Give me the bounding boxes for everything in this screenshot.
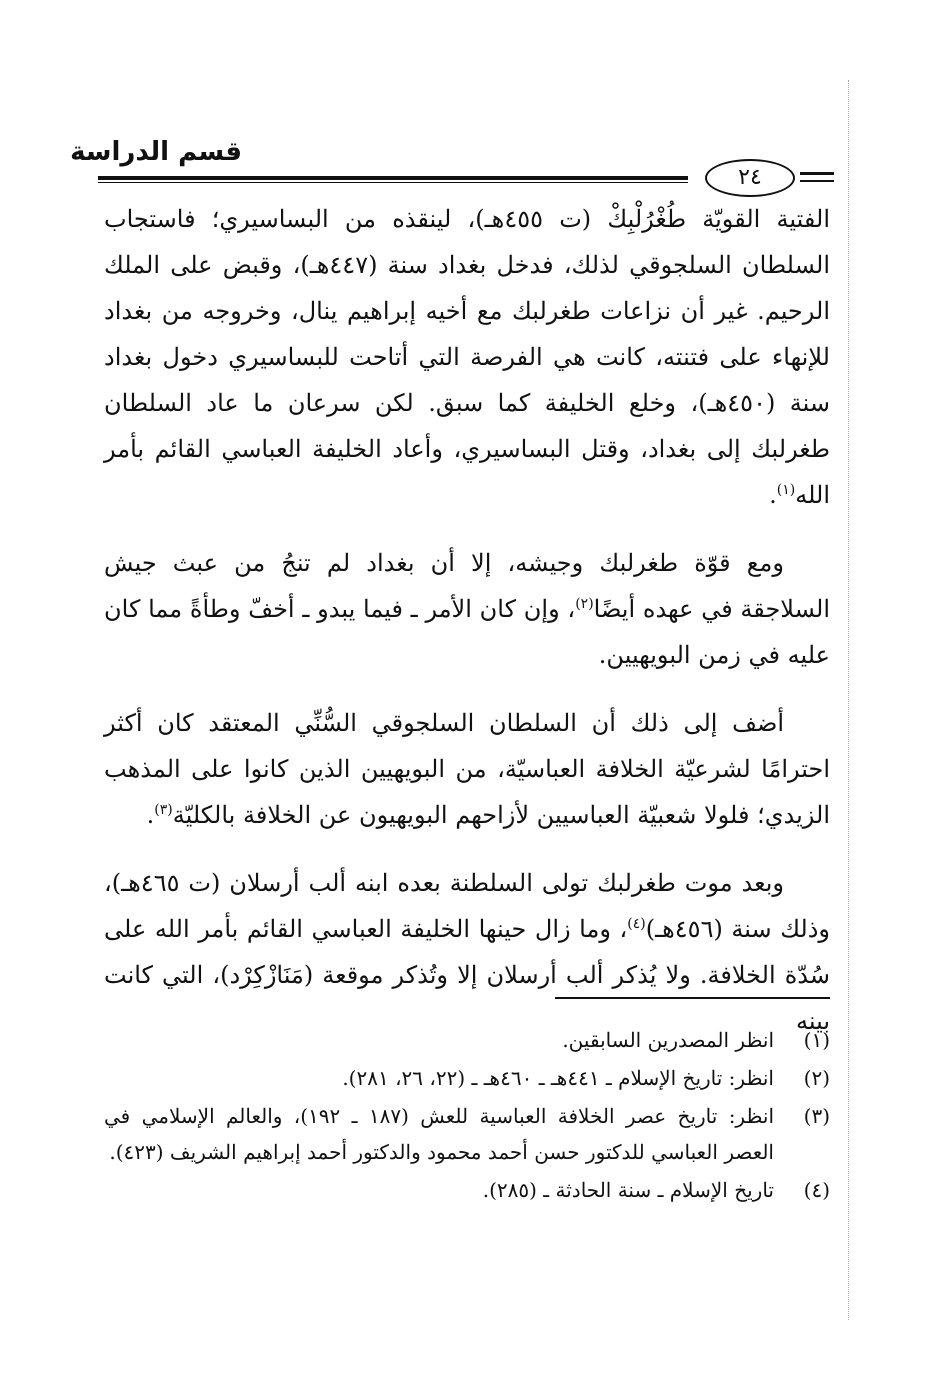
paragraph-text: الفتية القويّة طُغْرُلْبِكْ (ت ٤٥٥هـ)، لينقذه من البساسيري؛ فاستجاب السلطان السلجوقي لذلك، فدخل بغداد سنة (٤٤٧هـ)، وقبض على الملك الرحيم. غير أن نزاعات طغرلبك مع أخيه إبراهيم ينال، وخروجه من بغداد للإنهاء على فتنته، كانت هي الفرصة التي أتاحت للبساسيري دخول بغداد سنة (٤٥٠هـ)، وخلع الخليفة كما سبق. لكن سرعان ما عاد السلطان طغرلبك إلى بغداد، وقتل البساسيري، وأعاد الخليفة العباسي القائم بأمر الله: [104, 205, 831, 509]
footnote-number: (٢): [803, 1066, 830, 1090]
footnote-text: تاريخ الإسلام ـ سنة الحادثة ـ (٢٨٥).: [482, 1178, 774, 1202]
header-rule: [98, 176, 688, 180]
running-header-title: قسم الدراسة: [70, 137, 242, 167]
paragraph-text: .: [769, 481, 777, 509]
paragraph-text: ، وما زال حينها الخليفة العباسي القائم بأمر الله على سُدّة الخلافة. ولا يُذكر ألب أرسلان إلا وتُذكر موقعة (مَنَازْكِرْد)، التي كانت بينه: [104, 915, 830, 1035]
body-text: [104, 196, 830, 1066]
header-dash: [800, 180, 834, 182]
footnote-marker: (٣): [154, 802, 173, 818]
footnotes: [104, 1022, 830, 1210]
footnote-text: انظر: تاريخ عصر الخلافة العباسية للعش (١٨٧ ـ ١٩٢)، والعالم الإسلامي في العصر العباسي للدكتور حسن أحمد محمود والدكتور أحمد إبراهيم الشريف (٤٢٣).: [104, 1104, 774, 1164]
footnote-text: انظر: تاريخ الإسلام ـ ٤٤١هـ ـ ٤٦٠هـ ـ (٢٢، ٢٦، ٢٨١).: [342, 1066, 774, 1090]
footnote-number: (٤): [803, 1178, 830, 1202]
footnote-item: [104, 1022, 830, 1058]
paragraph-text: .: [146, 801, 155, 829]
paragraph-text: ومع قوّة طغرلبك وجيشه، إلا أن بغداد لم تنجُ من عبث جيش السلاجقة في عهده أيضًا: [104, 549, 830, 623]
paragraph: [104, 700, 830, 838]
paragraph: [104, 540, 830, 678]
footnote-text: انظر المصدرين السابقين.: [562, 1028, 774, 1052]
paragraph: [104, 196, 830, 518]
paragraph-text: أضف إلى ذلك أن السلطان السلجوقي السُّنِّي المعتقد كان أكثر احترامًا لشرعيّة الخلافة العباسيّة، من البويهيين الذين كانوا على المذهب الزيدي؛ فلولا شعبيّة العباسيين لأزاحهم البويهيون عن الخلافة بالكليّة: [104, 709, 830, 829]
footnote-number: (١): [803, 1028, 830, 1052]
footnote-separator: [555, 997, 830, 999]
footnote-marker: (٤): [627, 916, 646, 932]
page-number-badge: ٢٤: [705, 159, 795, 197]
footnote-marker: (٢): [575, 596, 594, 612]
footnote-marker: (١): [776, 482, 796, 498]
margin-guide-line: [848, 80, 849, 1320]
header-dash: [800, 172, 834, 175]
paragraph-text: وبعد موت طغرلبك تولى السلطنة بعده ابنه ألب أرسلان (ت ٤٦٥هـ)، وذلك سنة (٤٥٦هـ): [104, 869, 831, 943]
footnote-item: [104, 1098, 830, 1170]
footnote-number: (٣): [803, 1104, 830, 1128]
footnote-item: [104, 1172, 830, 1208]
paragraph-text: ، وإن كان الأمر ـ فيما يبدو ـ أخفّ وطأةً مما كان عليه في زمن البويهيين.: [104, 595, 830, 669]
header-rule-thin: [98, 182, 688, 183]
paragraph: [104, 860, 830, 1044]
footnote-item: [104, 1060, 830, 1096]
